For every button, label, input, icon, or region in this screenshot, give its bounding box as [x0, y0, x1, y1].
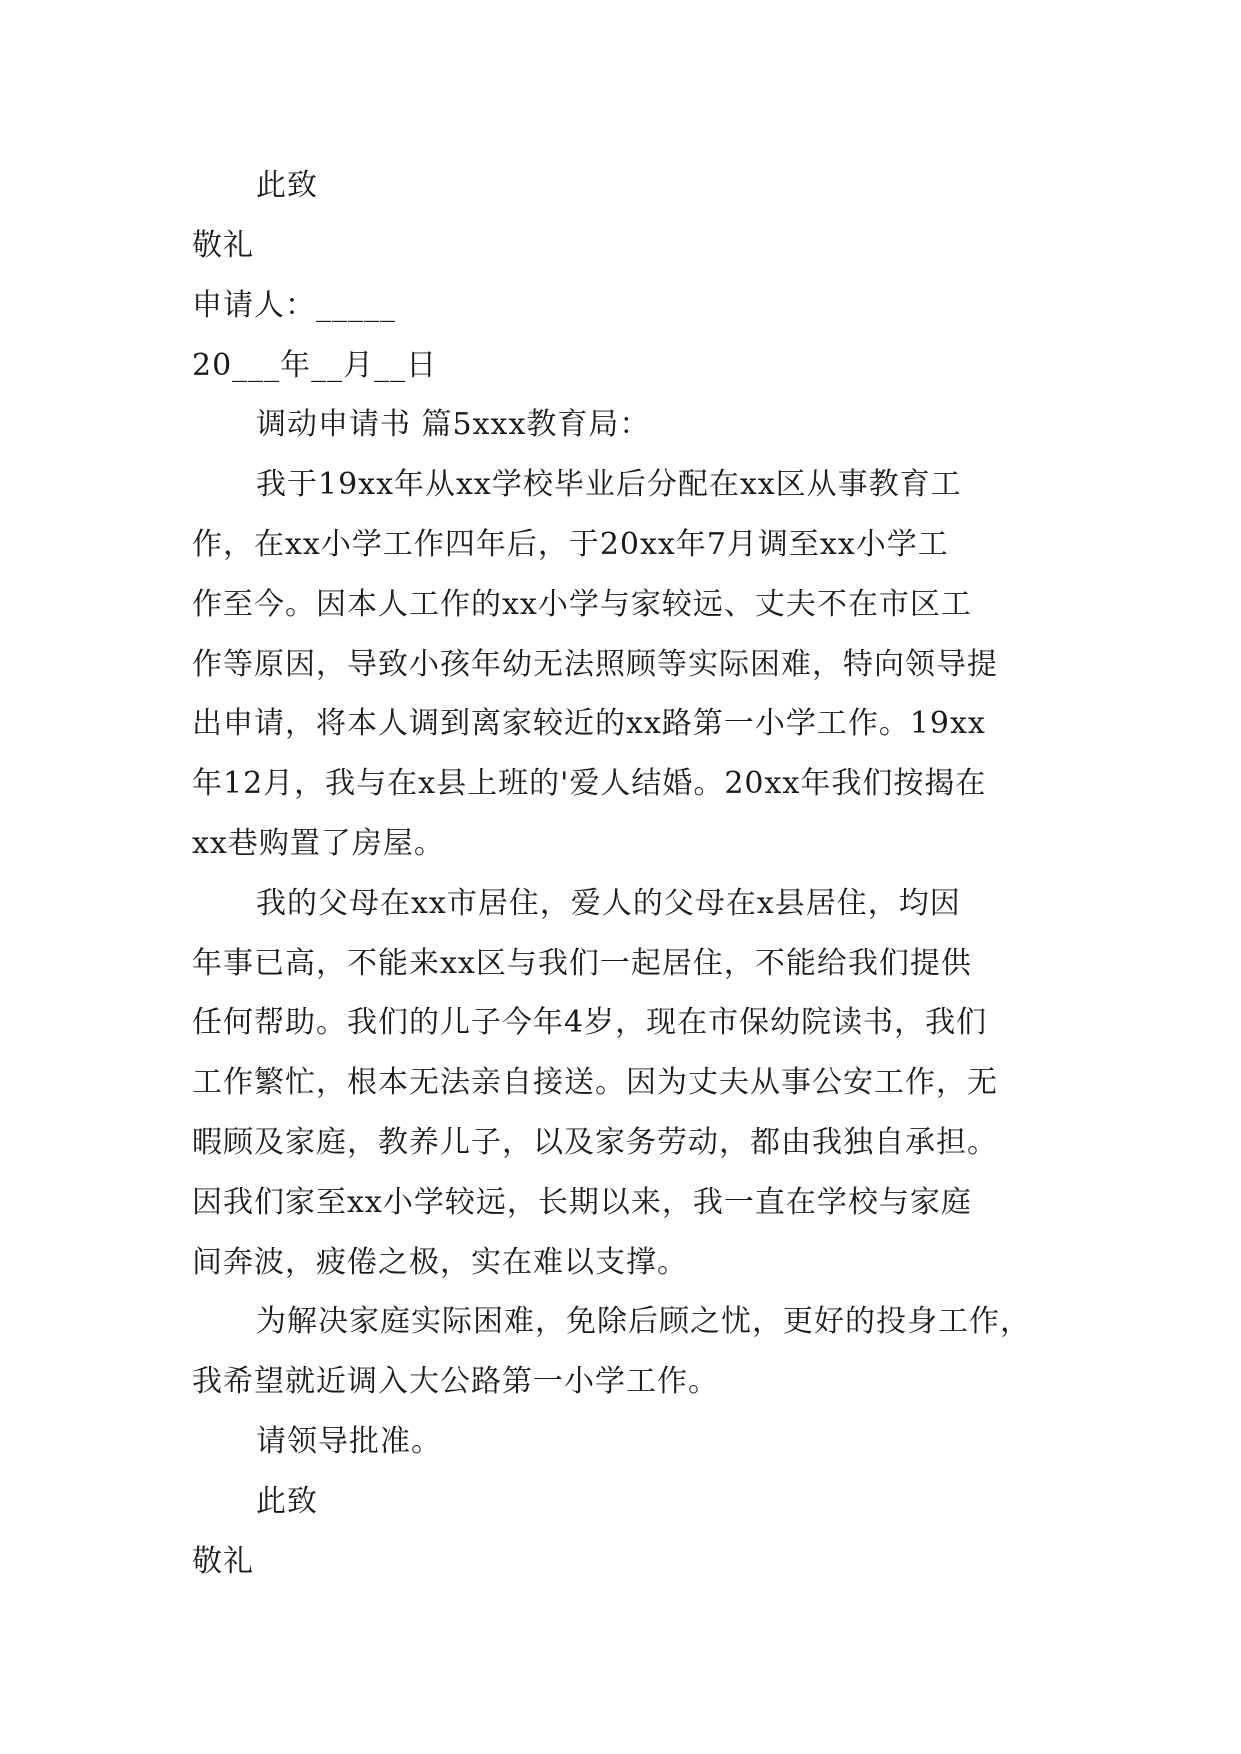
request-approval: 请领导批准。	[256, 1424, 442, 1459]
paragraph-2-line-4: 工作繁忙，根本无法亲自接送。因为丈夫从事公安工作，无	[192, 1065, 998, 1100]
paragraph-1-line-7: xx巷购置了房屋。	[192, 826, 445, 861]
paragraph-2-line-5: 暇顾及家庭，教养儿子，以及家务劳动，都由我独自承担。	[192, 1125, 998, 1160]
paragraph-3-line-2: 我希望就近调入大公路第一小学工作。	[192, 1364, 719, 1399]
paragraph-1-line-1: 我于19xx年从xx学校毕业后分配在xx区从事教育工	[256, 467, 962, 502]
paragraph-1-line-4: 作等原因，导致小孩年幼无法照顾等实际困难，特向领导提	[192, 647, 998, 682]
paragraph-1-line-3: 作至今。因本人工作的xx小学与家较远、丈夫不在市区工	[192, 587, 972, 622]
paragraph-3-line-1: 为解决家庭实际困难，免除后顾之忧，更好的投身工作，	[256, 1304, 1031, 1339]
applicant-line: 申请人：_____	[192, 288, 396, 323]
date-line: 20___年__月__日	[192, 348, 438, 383]
paragraph-1-line-5: 出申请，将本人调到离家较近的xx路第一小学工作。19xx	[192, 706, 986, 741]
section-title: 调动申请书 篇5xxx教育局：	[256, 407, 651, 442]
paragraph-1-line-2: 作，在xx小学工作四年后，于20xx年7月调至xx小学工	[192, 527, 949, 562]
regards-1: 敬礼	[192, 228, 254, 263]
paragraph-2-line-6: 因我们家至xx小学较远，长期以来，我一直在学校与家庭	[192, 1185, 972, 1220]
paragraph-2-line-2: 年事已高，不能来xx区与我们一起居住，不能给我们提供	[192, 946, 972, 981]
closing-salutation-1: 此致	[256, 168, 318, 203]
paragraph-2-line-1: 我的父母在xx市居住，爱人的父母在x县居住，均因	[256, 886, 961, 921]
paragraph-1-line-6: 年12月，我与在x县上班的'爱人结婚。20xx年我们按揭在	[192, 766, 987, 801]
paragraph-2-line-7: 间奔波，疲倦之极，实在难以支撑。	[192, 1245, 688, 1280]
closing-salutation-2: 此致	[256, 1484, 318, 1519]
regards-2: 敬礼	[192, 1544, 254, 1579]
paragraph-2-line-3: 任何帮助。我们的儿子今年4岁，现在市保幼院读书，我们	[192, 1005, 988, 1040]
